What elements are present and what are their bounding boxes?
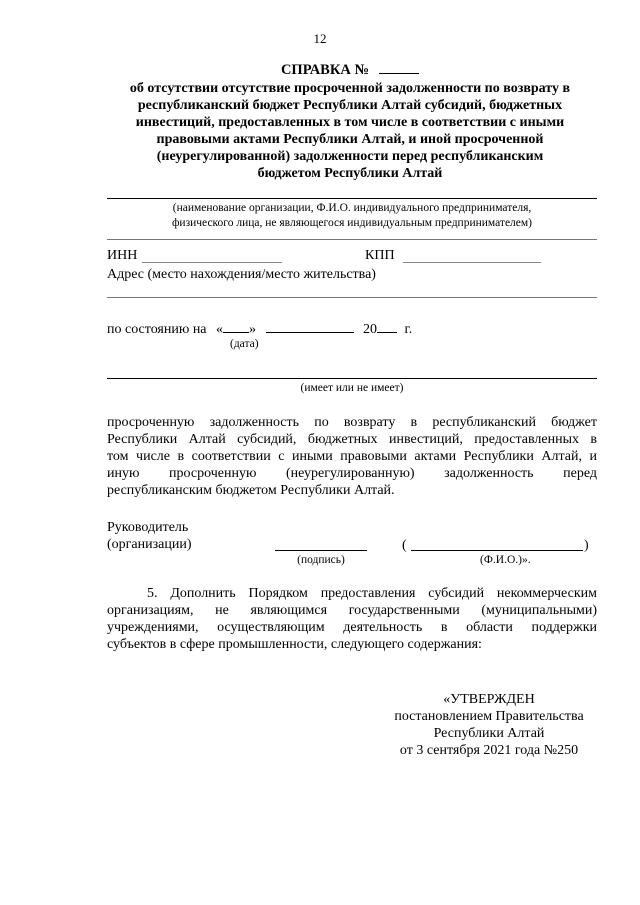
point5-paragraph xyxy=(107,585,597,653)
month-blank xyxy=(266,320,354,333)
address-line xyxy=(107,297,597,298)
inn-label: ИНН xyxy=(107,248,138,263)
year-blank xyxy=(377,320,397,333)
debt-line: иную просроченную (неурегулированную) задолженность перед xyxy=(107,466,597,481)
day-blank xyxy=(223,320,249,333)
approval-block xyxy=(380,691,598,759)
subtitle-line: бюджетом Республики Алтай xyxy=(257,166,443,181)
fio-caption: (Ф.И.О.)». xyxy=(480,554,531,566)
page-number: 12 xyxy=(313,31,327,46)
debt-line: Республики Алтай субсидий, бюджетных инвестиций, предоставленных в xyxy=(107,432,597,447)
head-label xyxy=(107,519,192,553)
signature-caption: (подпись) xyxy=(297,554,345,566)
approval-line: от 3 сентября 2021 года №250 xyxy=(399,743,579,758)
kpp-field-line xyxy=(403,262,541,263)
subtitle-line: инвестиций, предоставленных в том числе в соответствии с иными xyxy=(135,115,565,130)
point5-line: организациям, не являющимся государственными (муниципальными) xyxy=(107,603,597,618)
subtitle-line: об отсутствии отсутствие просроченной задолженности по возврату в xyxy=(129,81,571,96)
approval-line: постановлением Правительства xyxy=(394,709,584,724)
fio-paren-close: ) xyxy=(584,538,589,553)
year-suffix: г. xyxy=(404,322,413,337)
certificate-number-blank xyxy=(379,61,419,74)
kpp-label: КПП xyxy=(365,248,395,263)
org-caption-line: (наименование организации, Ф.И.О. индивидуального предпринимателя, xyxy=(172,202,532,214)
debt-line: просроченную задолженность по возврату в республиканский бюджет xyxy=(107,415,597,430)
date-caption: (дата) xyxy=(230,338,259,350)
org-name-line xyxy=(107,198,597,199)
has-caption: (имеет или не имеет) xyxy=(300,382,404,394)
subtitle-line: республиканский бюджет Республики Алтай субсидий, бюджетных xyxy=(137,98,563,113)
certificate-subtitle xyxy=(105,80,595,182)
approval-line: «УТВЕРЖДЕН xyxy=(443,692,535,707)
org-caption-line: физического лица, не являющегося индивидуальным предпринимателем) xyxy=(171,217,533,229)
state-date-prefix: по состоянию на xyxy=(107,322,207,337)
fio-line xyxy=(411,550,583,551)
certificate-title-label: СПРАВКА № xyxy=(280,62,370,78)
state-date-row xyxy=(107,320,412,338)
point5-line: 5. Дополнить Порядком предоставления субсидий некоммерческим xyxy=(147,586,597,601)
point5-line: учреждениями, осуществляющим деятельность в области поддержки xyxy=(107,620,597,635)
org-name-caption xyxy=(107,201,597,231)
certificate-title xyxy=(100,61,600,78)
quote-close: » xyxy=(249,322,257,337)
debt-paragraph xyxy=(107,414,597,499)
point5-line: субъектов в сфере промышленности, следующего содержания: xyxy=(107,637,482,652)
address-label: Адрес (место нахождения/место жительства) xyxy=(107,267,376,282)
head-label-line: Руководитель xyxy=(107,520,189,535)
quote-open: « xyxy=(216,322,224,337)
debt-line: том числе в соответствии с иными правовыми актами Республики Алтай, и xyxy=(107,449,597,464)
year-prefix: 20 xyxy=(363,322,378,337)
subtitle-line: правовыми актами Республики Алтай, и иной просроченной xyxy=(156,132,544,147)
org-name-line-2 xyxy=(107,239,597,240)
debt-line: республиканским бюджетом Республики Алтай. xyxy=(107,483,395,498)
has-line xyxy=(107,378,597,379)
approval-line: Республики Алтай xyxy=(433,726,545,741)
fio-paren-open: ( xyxy=(402,538,407,553)
signature-line xyxy=(275,550,367,551)
subtitle-line: (неурегулированной) задолженности перед республиканским xyxy=(156,149,544,164)
inn-field-line xyxy=(142,262,282,263)
head-label-line: (организации) xyxy=(107,537,192,552)
